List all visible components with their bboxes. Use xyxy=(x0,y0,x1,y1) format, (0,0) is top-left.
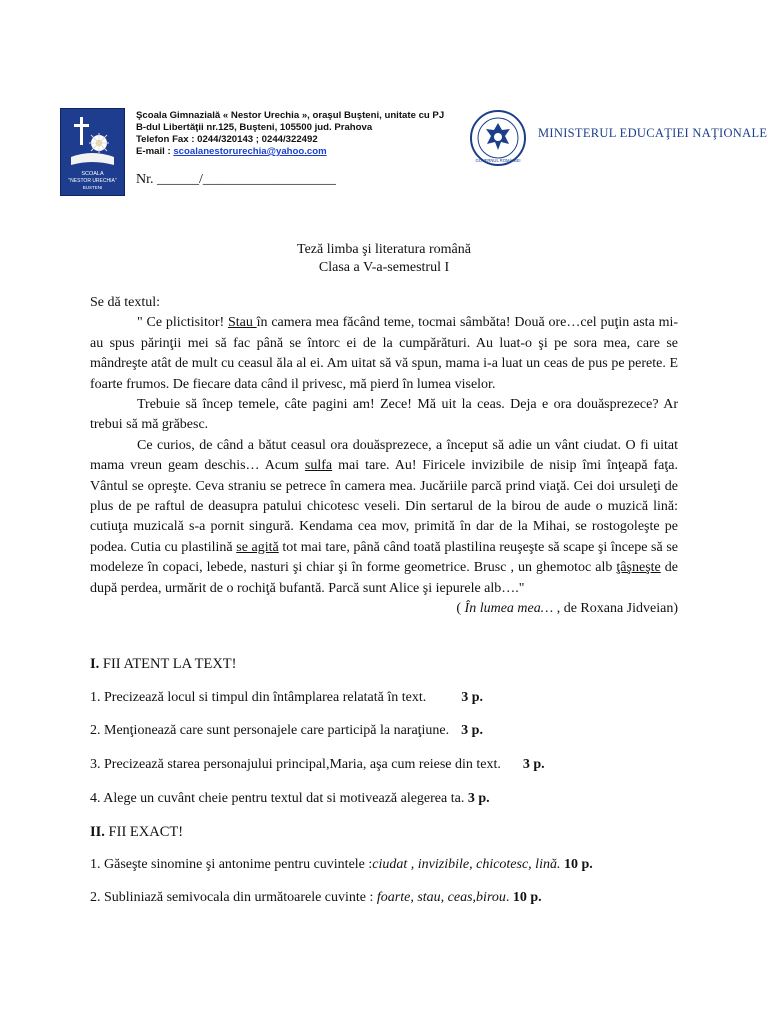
ministry-name: MINISTERUL EDUCAŢIEI NAŢIONALE xyxy=(538,126,768,140)
section-2-heading: II. FII EXACT! xyxy=(90,824,184,840)
logo-text-nestor-urechia: "NESTOR URECHIA" xyxy=(68,178,117,184)
reading-text xyxy=(90,293,678,620)
underlined-word-se-agita: se agită xyxy=(236,539,279,555)
school-email-line xyxy=(136,146,456,158)
source-title: În lumea mea… xyxy=(464,601,554,617)
section-1-question-3: 3. Precizează starea personajului principal,Maria, aşa cum reiese din text. 3 p. xyxy=(90,757,545,772)
section-1-question-4: 4. Alege un cuvânt cheie pentru textul dat si motivează alegerea ta. 3 p. xyxy=(90,791,490,806)
underlined-word-sulfa: sulfa xyxy=(304,458,333,474)
section-1-heading: I. FII ATENT LA TEXT! xyxy=(90,656,237,672)
text-paragraph-1: " Ce plictisitor! Stau în camera mea făcând teme, tocmai sâmbăta! Două ore…cel puţin asta mi-au spus părinţii mei să fac până se întorc ei de la cumpărături. Au luat-o şi pe sora mea, care se mândreşte atât de mult cu ceasul ăla al ei. Am uitat să vă spun, mama i-a luat un ceas de pus pe perete. E foarte frumos. De fiecare data când il privesc, mă pierd în lumea viselor. xyxy=(90,315,679,392)
text-paragraph-3: Ce curios, de când a bătut ceasul ora douăsprezece, a început să adie un vânt ciudat. O fi uitat mama vreun geam deschis… Acum sulfa mai tare. Au! Firicele invizibile de nisip îmi înţeapă faţa. Vântul se opreşte. Ceva straniu se petrece în camera mea. Jucăriile parcă prind viaţă. Cei doi ursuleţi de plus de pe raftul de deasupra patului chicotesc veseli. Din sertarul de la birou de aude o muzică lină: cutiuţa muzicală s-a pornit singură. Kendama cea mov, primită în dar de la Mihai, se rostogoleşte pe podea. Cutia cu plastilină se agită tot mai tare, până când toată plastilina reuşeşte să scape şi începe să se modeleze în copaci, lebede, nasturi şi chiar şi în forme geometrice. Brusc , un ghemotoc alb ţâşneşte de după perdea, urmărit de o rochiţă bufantă. Parcă sunt Alice şi iepurele alb…." xyxy=(90,437,679,596)
school-address: B-dul Libertăţii nr.125, Buşteni, 105500 jud. Prahova xyxy=(136,122,373,133)
points: 3 p. xyxy=(522,757,545,772)
email-link[interactable]: scoalanestorurechia@yahoo.com xyxy=(173,146,327,157)
text-paragraph-2: Trebuie să încep temele, câte pagini am! Zece! Mă uit la ceas. Deja e ora douăsprezece? Ar trebui să mă grăbesc. xyxy=(90,397,678,433)
logo-text-scoala: SCOALA xyxy=(81,171,104,177)
points: 3 p. xyxy=(467,791,490,806)
registration-number: Nr. ______/___________________ xyxy=(136,172,336,187)
document-subtitle: Clasa a V-a-semestrul I xyxy=(318,260,450,275)
words-list: ciudat , invizibile, chicotesc, lină. xyxy=(372,857,561,872)
points: 10 p. xyxy=(563,857,593,872)
section-1-question-1: 1. Precizează locul si timpul din întâmplarea relatată în text. 3 p. xyxy=(90,690,484,705)
points: 3 p. xyxy=(461,723,483,738)
points: 3 p. xyxy=(461,690,484,705)
school-logo xyxy=(60,108,125,196)
email-label: E-mail : xyxy=(136,146,174,157)
text-source: ( În lumea mea… , de Roxana Jidveian) xyxy=(456,601,678,617)
school-name: Şcoala Gimnazială « Nestor Urechia », oraşul Buşteni, unitate cu PJ xyxy=(136,110,445,121)
section-1-question-2: 2. Menţionează care sunt personajele care participă la naraţiune. 3 p. xyxy=(90,723,483,738)
document-title: Teză limba şi literatura română xyxy=(297,242,471,257)
text-intro: Se dă textul: xyxy=(90,295,160,310)
words-list: foarte, stau, ceas,birou xyxy=(376,890,506,905)
underlined-word-stau: Stau xyxy=(227,315,257,331)
government-seal-icon xyxy=(470,110,526,166)
seal-text: GUVERNUL ROMÂNIEI xyxy=(475,158,521,163)
section-2-question-1: 1. Găseşte sinomine şi antonime pentru cuvintele :ciudat , invizibile, chicotesc, lină. 10 p. xyxy=(90,857,593,872)
school-phone: Telefon Fax : 0244/320143 ; 0244/322492 xyxy=(136,134,318,145)
underlined-word-tasneste: ţâşneşte xyxy=(616,560,661,576)
section-2-question-2: 2. Subliniază semivocala din următoarele cuvinte : foarte, stau, ceas,birou. 10 p. xyxy=(90,890,542,905)
points: 10 p. xyxy=(512,890,542,905)
logo-text-busteni: BUSTENI xyxy=(82,185,103,190)
school-info xyxy=(136,110,456,158)
